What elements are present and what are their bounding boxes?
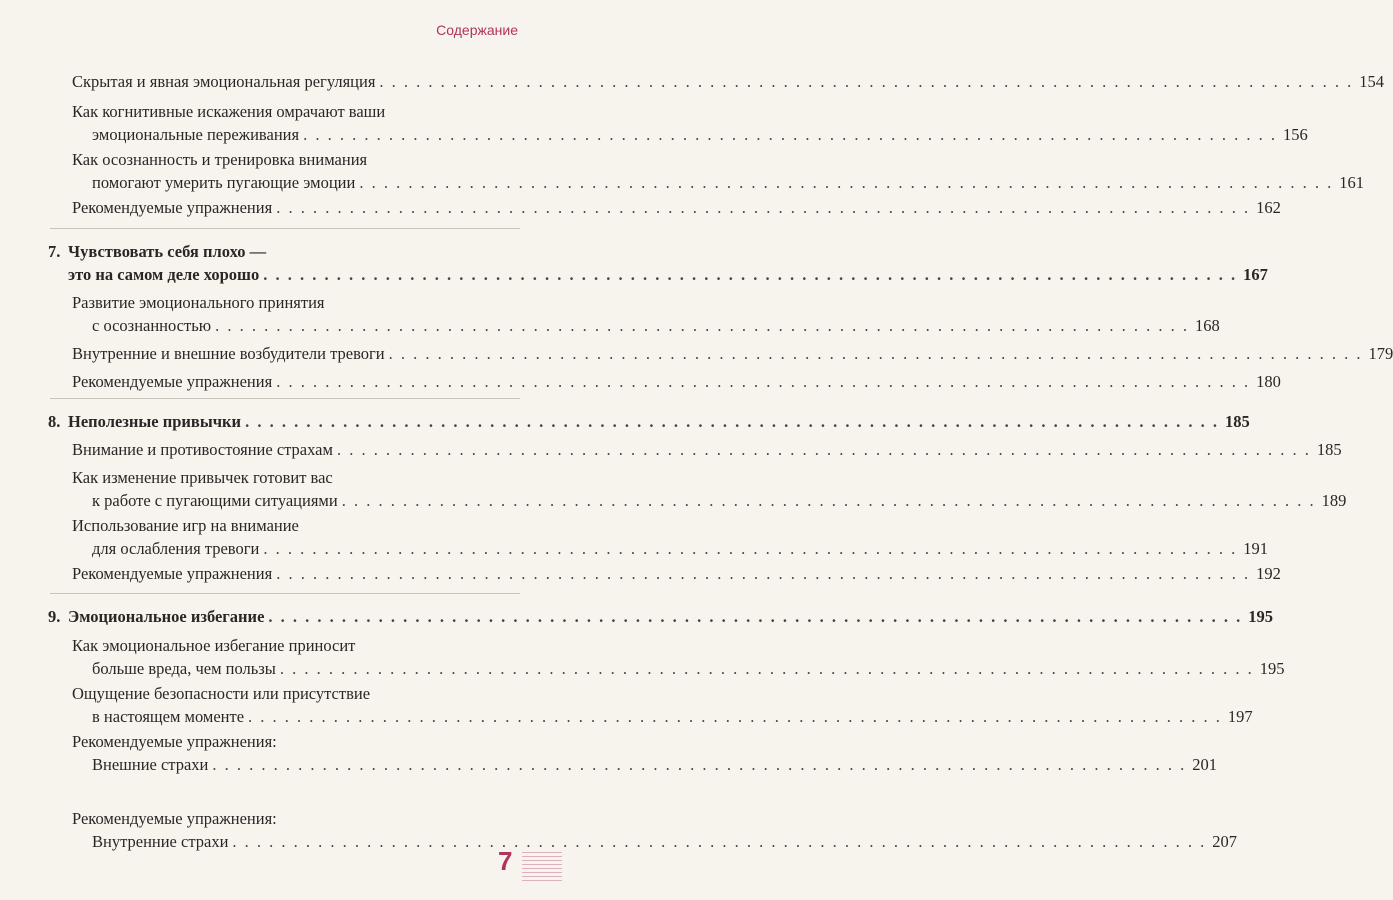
entry-leader-row: [92, 314, 1220, 337]
section-divider: [50, 593, 520, 594]
dot-leader: . . . . . . . . . . . . . . . . . . . . . . . . . . . . . . . . . . . . . . . . . . . . . . . . . . . . . . . . . . . . . . . . . . . . . . . . . . . . . . . .: [336, 440, 1311, 459]
entry-page-number: 207: [1212, 832, 1238, 851]
entry-leader-row: [72, 70, 1385, 93]
entry-title-line: Использование игр на внимание: [72, 516, 299, 535]
dot-leader: . . . . . . . . . . . . . . . . . . . . . . . . . . . . . . . . . . . . . . . . . . . . . . . . . . . . . . . . . . . . . . . . . . . . . . . . . . . . . . . .: [276, 198, 1251, 217]
entry-leader-row: [72, 562, 1281, 585]
entry-leader-row: [92, 753, 1217, 776]
entry-title-line: больше вреда, чем пользы: [92, 659, 276, 678]
entry-page-number: 180: [1256, 372, 1281, 391]
entry-title-line: Развитие эмоционального принятия: [72, 293, 325, 312]
entry-page-number: 192: [1256, 564, 1281, 583]
dot-leader: . . . . . . . . . . . . . . . . . . . . . . . . . . . . . . . . . . . . . . . . . . . . . . . . . . . . . . . . . . . . . . . . . . . . . . . . . . . . . . . .: [388, 344, 1363, 363]
entry-title-line: с осознанностью: [92, 316, 212, 335]
entry-title-line: Внутренние и внешние возбудители тревоги: [72, 344, 385, 363]
section-divider: [50, 398, 520, 399]
entry-page-number: 156: [1282, 125, 1308, 144]
chapter-number: 7.: [48, 242, 61, 261]
entry-page-number: 179: [1368, 344, 1393, 363]
entry-leader-row: [92, 705, 1253, 728]
entry-leader-row: [92, 123, 1308, 146]
entry-leader-row: [68, 605, 1274, 628]
entry-leader-row: [72, 196, 1281, 219]
entry-page-number: 191: [1243, 539, 1268, 558]
entry-page-number: 201: [1192, 755, 1217, 774]
entry-leader-row: [72, 342, 1393, 365]
entry-title-line: Эмоциональное избегание: [68, 607, 265, 626]
entry-page-number: 195: [1259, 659, 1285, 678]
entry-title-line: Как когнитивные искажения омрачают ваши: [72, 102, 386, 121]
entry-title-line: Рекомендуемые упражнения: [72, 564, 273, 583]
entry-leader-row: [68, 263, 1268, 286]
entry-title-line: Рекомендуемые упражнения:: [72, 732, 277, 751]
entry-leader-row: [72, 370, 1281, 393]
entry-page-number: 168: [1194, 316, 1220, 335]
dot-leader: . . . . . . . . . . . . . . . . . . . . . . . . . . . . . . . . . . . . . . . . . . . . . . . . . . . . . . . . . . . . . . . . . . . . . . . . . . . . . . . .: [245, 412, 1219, 431]
dot-leader: . . . . . . . . . . . . . . . . . . . . . . . . . . . . . . . . . . . . . . . . . . . . . . . . . . . . . . . . . . . . . . . . . . . . . . . . . . . . . . . .: [212, 755, 1187, 774]
page-number: 7: [498, 846, 513, 876]
entry-page-number: 185: [1316, 440, 1342, 459]
dot-leader: . . . . . . . . . . . . . . . . . . . . . . . . . . . . . . . . . . . . . . . . . . . . . . . . . . . . . . . . . . . . . . . . . . . . . . . . . . . . . . . .: [379, 72, 1354, 91]
entry-title-line: Неполезные привычки: [68, 412, 242, 431]
dot-leader: . . . . . . . . . . . . . . . . . . . . . . . . . . . . . . . . . . . . . . . . . . . . . . . . . . . . . . . . . . . . . . . . . . . . . . . . . . . . . . . .: [263, 539, 1238, 558]
dot-leader: . . . . . . . . . . . . . . . . . . . . . . . . . . . . . . . . . . . . . . . . . . . . . . . . . . . . . . . . . . . . . . . . . . . . . . . . . . . . . . . .: [279, 659, 1254, 678]
dot-leader: . . . . . . . . . . . . . . . . . . . . . . . . . . . . . . . . . . . . . . . . . . . . . . . . . . . . . . . . . . . . . . . . . . . . . . . . . . . . . . . .: [276, 372, 1251, 391]
dot-leader: . . . . . . . . . . . . . . . . . . . . . . . . . . . . . . . . . . . . . . . . . . . . . . . . . . . . . . . . . . . . . . . . . . . . . . . . . . . . . . . .: [359, 173, 1334, 192]
entry-page-number: 161: [1339, 173, 1364, 192]
dot-leader: . . . . . . . . . . . . . . . . . . . . . . . . . . . . . . . . . . . . . . . . . . . . . . . . . . . . . . . . . . . . . . . . . . . . . . . . . . . . . . . .: [341, 491, 1316, 510]
entry-leader-row: [92, 657, 1285, 680]
entry-page-number: 195: [1248, 607, 1274, 626]
entry-title-line: Внимание и противостояние страхам: [72, 440, 333, 459]
dot-leader: . . . . . . . . . . . . . . . . . . . . . . . . . . . . . . . . . . . . . . . . . . . . . . . . . . . . . . . . . . . . . . . . . . . . . . . . . . . . . . . .: [215, 316, 1189, 335]
entry-title-line: Внутренние страхи: [92, 832, 229, 851]
entry-title-line: помогают умерить пугающие эмоции: [92, 173, 356, 192]
chapter-number: 9.: [48, 607, 61, 626]
entry-title-line: Чувствовать себя плохо —: [68, 242, 267, 261]
entry-page-number: 154: [1359, 72, 1385, 91]
entry-page-number: 167: [1243, 265, 1268, 284]
entry-title-line: Как эмоциональное избегание приносит: [72, 636, 356, 655]
running-header: Содержание: [436, 22, 518, 38]
entry-leader-row: [68, 410, 1250, 433]
entry-page-number: 162: [1256, 198, 1281, 217]
entry-title-line: в настоящем моменте: [92, 707, 245, 726]
entry-leader-row: [92, 537, 1268, 560]
entry-title-line: Ощущение безопасности или присутствие: [72, 684, 371, 703]
entry-title-line: Рекомендуемые упражнения: [72, 198, 273, 217]
entry-title-line: Как изменение привычек готовит вас: [72, 468, 333, 487]
entry-leader-row: [92, 171, 1364, 194]
entry-leader-row: [92, 830, 1238, 853]
entry-title-line: эмоциональные переживания: [92, 125, 300, 144]
entry-page-number: 189: [1321, 491, 1347, 510]
section-divider: [50, 228, 520, 229]
entry-title-line: Рекомендуемые упражнения: [72, 372, 273, 391]
decorative-stripes: [522, 852, 562, 882]
entry-page-number: 197: [1227, 707, 1253, 726]
dot-leader: . . . . . . . . . . . . . . . . . . . . . . . . . . . . . . . . . . . . . . . . . . . . . . . . . . . . . . . . . . . . . . . . . . . . . . . . . . . . . . . .: [232, 832, 1207, 851]
entry-title-line: Как осознанность и тренировка внимания: [72, 150, 368, 169]
entry-title-line: Скрытая и явная эмоциональная регуляция: [72, 72, 376, 91]
entry-page-number: 185: [1224, 412, 1250, 431]
entry-title-line: для ослабления тревоги: [92, 539, 260, 558]
entry-title-line: это на самом деле хорошо: [68, 265, 260, 284]
entry-leader-row: [92, 489, 1347, 512]
dot-leader: . . . . . . . . . . . . . . . . . . . . . . . . . . . . . . . . . . . . . . . . . . . . . . . . . . . . . . . . . . . . . . . . . . . . . . . . . . . . . . . .: [276, 564, 1251, 583]
dot-leader: . . . . . . . . . . . . . . . . . . . . . . . . . . . . . . . . . . . . . . . . . . . . . . . . . . . . . . . . . . . . . . . . . . . . . . . . . . . . . . . .: [303, 125, 1277, 144]
dot-leader: . . . . . . . . . . . . . . . . . . . . . . . . . . . . . . . . . . . . . . . . . . . . . . . . . . . . . . . . . . . . . . . . . . . . . . . . . . . . . . . .: [263, 265, 1238, 284]
dot-leader: . . . . . . . . . . . . . . . . . . . . . . . . . . . . . . . . . . . . . . . . . . . . . . . . . . . . . . . . . . . . . . . . . . . . . . . . . . . . . . . .: [248, 707, 1222, 726]
dot-leader: . . . . . . . . . . . . . . . . . . . . . . . . . . . . . . . . . . . . . . . . . . . . . . . . . . . . . . . . . . . . . . . . . . . . . . . . . . . . . . . .: [268, 607, 1243, 626]
entry-title-line: Внешние страхи: [92, 755, 209, 774]
chapter-number: 8.: [48, 412, 61, 431]
entry-title-line: к работе с пугающими ситуациями: [92, 491, 338, 510]
entry-title-line: Рекомендуемые упражнения:: [72, 809, 277, 828]
entry-leader-row: [72, 438, 1342, 461]
